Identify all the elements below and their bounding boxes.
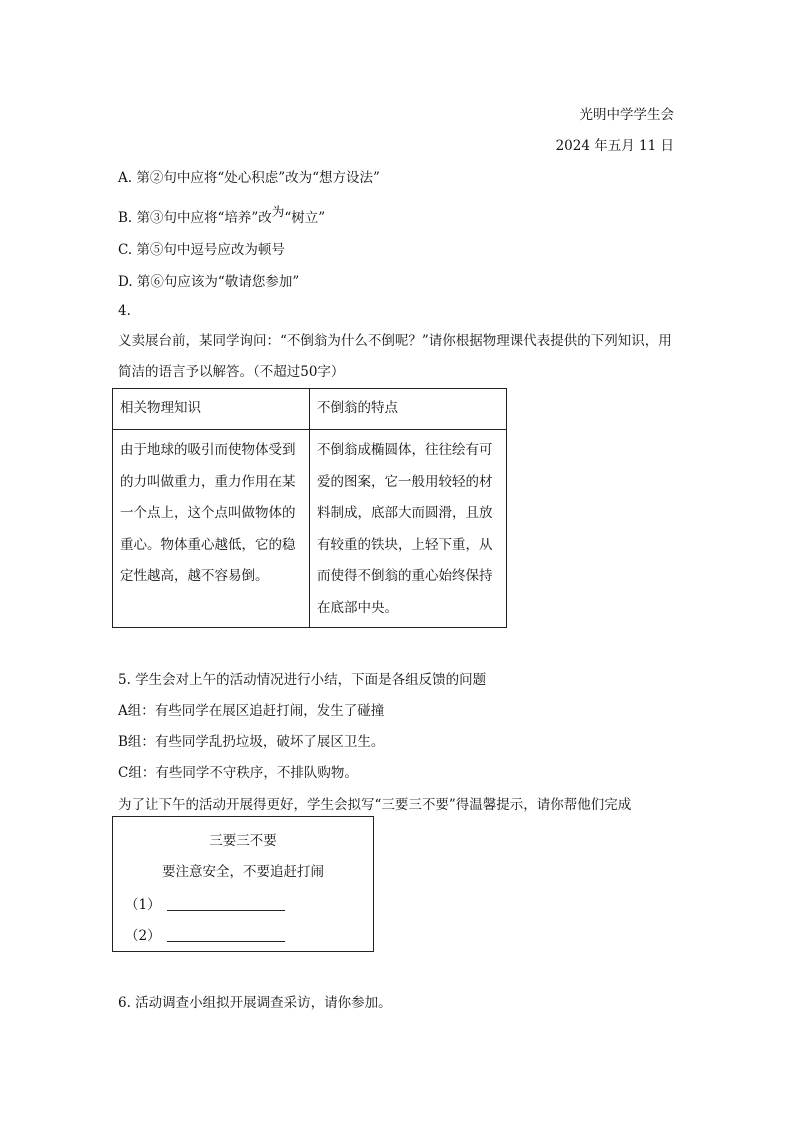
reminder-blank-1-label: （1） bbox=[125, 897, 161, 913]
reminder-box bbox=[112, 816, 374, 952]
question-5-intro: 5. 学生会对上午的活动情况进行小结，下面是各组反馈的问题 bbox=[118, 672, 487, 688]
table-header-knowledge: 相关物理知识 bbox=[113, 389, 310, 430]
reminder-blank-1[interactable] bbox=[125, 893, 285, 913]
option-b-pre: B. 第③句中应将“培养”改 bbox=[118, 210, 272, 226]
question-6: 6. 活动调查小组拟开展调查采访，请你参加。 bbox=[118, 995, 392, 1011]
option-b bbox=[118, 206, 325, 226]
group-c-feedback: C组：有些同学不守秩序，不排队购物。 bbox=[118, 765, 358, 781]
letter-signature: 光明中学学生会 bbox=[579, 107, 674, 123]
reminder-blank-2[interactable] bbox=[125, 924, 285, 944]
option-d: D. 第⑥句应该为“敬请您参加” bbox=[118, 274, 300, 290]
group-a-feedback: A组：有些同学在展区追赶打闹，发生了碰撞 bbox=[118, 703, 385, 719]
option-b-sup: 为 bbox=[271, 204, 285, 219]
answer-line[interactable] bbox=[167, 927, 285, 942]
table-cell-features: 不倒翁成椭圆体，往往绘有可爱的图案，它一般用较轻的材料制成，底部大而圆滑，且放有较重的铁块，上轻下重，从而使得不倒翁的重心始终保持在底部中央。 bbox=[310, 430, 507, 628]
table-header-row bbox=[113, 389, 507, 430]
reminder-title: 三要三不要 bbox=[209, 833, 277, 849]
table-row bbox=[113, 430, 507, 628]
table-header-features: 不倒翁的特点 bbox=[310, 389, 507, 430]
group-b-feedback: B组：有些同学乱扔垃圾，破坏了展区卫生。 bbox=[118, 734, 385, 750]
reminder-blank-2-label: （2） bbox=[125, 928, 161, 944]
question-5-task: 为了让下午的活动开展得更好，学生会拟写“三要三不要”得温馨提示，请你帮他们完成 bbox=[118, 797, 632, 813]
question-4-number: 4. bbox=[118, 303, 131, 319]
option-b-post: “树立” bbox=[284, 210, 326, 226]
question-4-prompt: 义卖展台前，某同学询问：“不倒翁为什么不倒呢？”请你根据物理课代表提供的下列知识，用简洁的语言予以解答。（不超过50字） bbox=[118, 333, 672, 380]
answer-line[interactable] bbox=[167, 896, 285, 911]
letter-date: 2024 年五月 11 日 bbox=[555, 138, 674, 154]
reminder-rule: 要注意安全，不要追赶打闹 bbox=[162, 864, 324, 880]
option-a: A. 第②句中应将“处心积虑”改为“想方设法” bbox=[118, 170, 380, 186]
physics-knowledge-table bbox=[112, 388, 507, 628]
option-c: C. 第⑤句中逗号应改为顿号 bbox=[118, 242, 285, 258]
table-cell-knowledge: 由于地球的吸引而使物体受到的力叫做重力，重力作用在某一个点上，这个点叫做物体的重心。物体重心越低，它的稳定性越高，越不容易倒。 bbox=[113, 430, 310, 628]
